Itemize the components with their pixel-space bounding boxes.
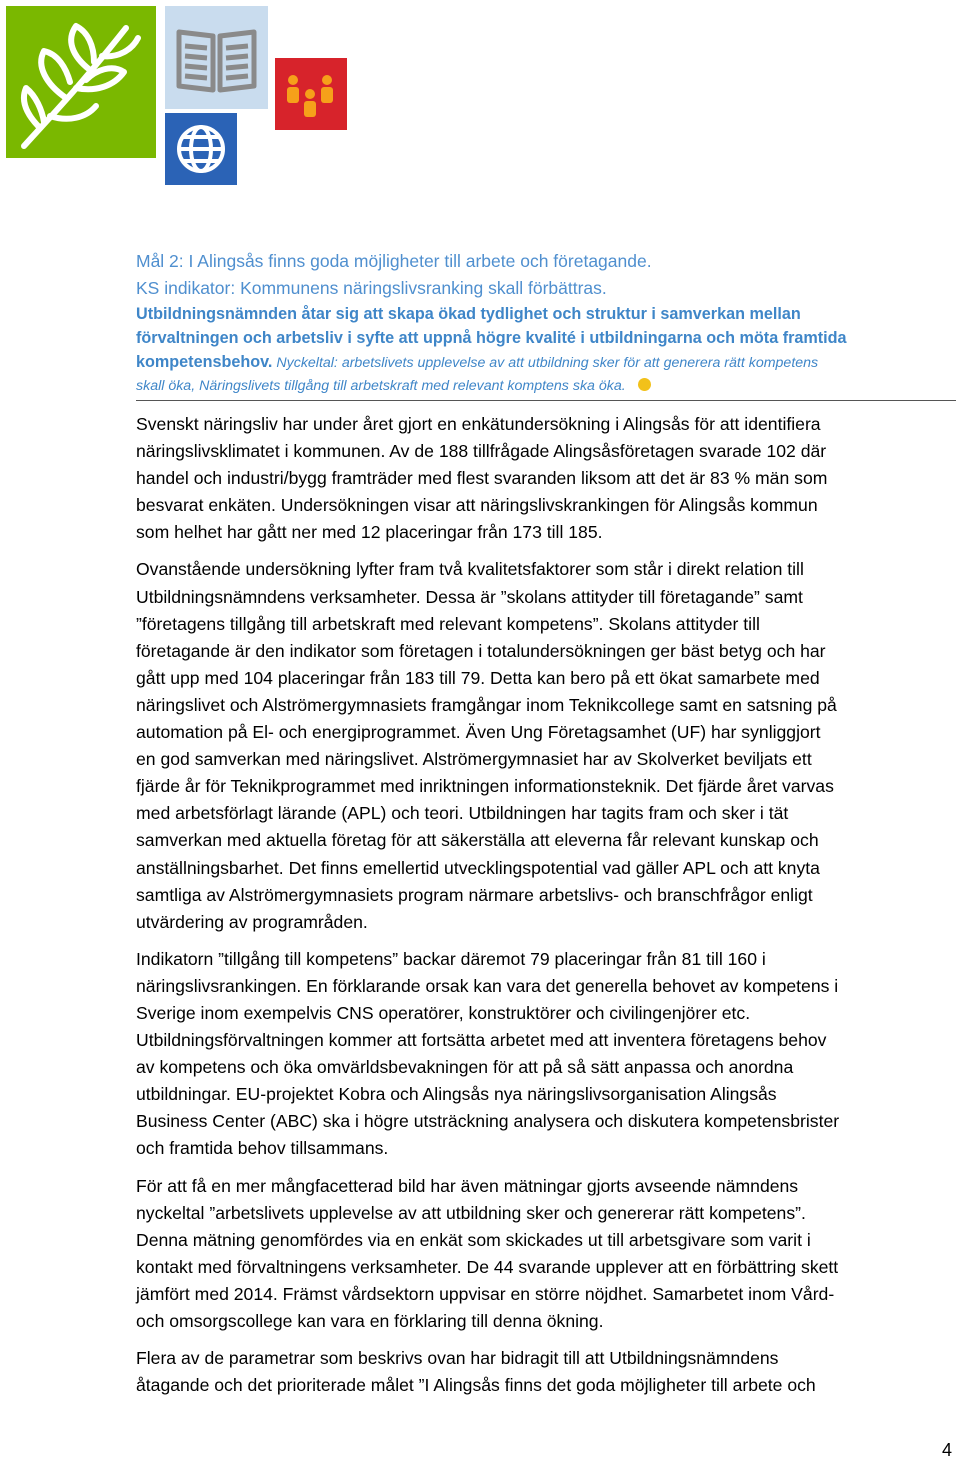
paragraph-line: utvärdering av programråden.	[136, 911, 368, 932]
paragraph-line: näringslivsrankingen. En förklarande orsak kan vara det generella behovet av kompetens i	[136, 975, 839, 996]
paragraph	[136, 1345, 958, 1399]
paragraph-line: Ovanstående undersökning lyfter fram två kvalitetsfaktorer som står i direkt relation till	[136, 559, 804, 580]
commitment-line	[136, 350, 956, 375]
commitment-block	[136, 302, 956, 397]
ks-indicator: KS indikator: Kommunens näringslivsranking skall förbättras.	[136, 278, 607, 298]
globe-icon	[165, 113, 237, 185]
paragraph-line: som helhet har gått ner med 12 placeringar från 173 till 185.	[136, 522, 603, 543]
paragraph	[136, 946, 958, 1163]
kpi-line	[136, 375, 956, 397]
paragraph-line: Indikatorn ”tillgång till kompetens” backar däremot 79 placeringar från 81 till 160 i	[136, 948, 766, 969]
paragraph-line: företagande är den indikator som företagen i totalundersökningen ger bäst betyg och har	[136, 640, 826, 661]
paragraph-line: Denna mätning genomfördes via en enkät som skickades ut till arbetsgivare som varit i	[136, 1229, 811, 1250]
paragraph-line: utbildningar. EU-projektet Kobra och Alingsås nya näringslivsorganisation Alingsås	[136, 1084, 777, 1105]
paragraph	[136, 556, 958, 935]
paragraph-line: besvarat enkäten. Undersökningen visar att näringslivskrankingen för Alingsås kommun	[136, 495, 818, 516]
paragraph-line: åtagande och det prioriterade målet ”I Alingsås finns det goda möjligheter till arbete och	[136, 1375, 816, 1396]
status-indicator-dot	[638, 378, 651, 391]
paragraph-line: anställningsbarhet. Det finns emellertid utvecklingspotential vad gäller APL och att knyta	[136, 857, 820, 878]
open-book-icon	[165, 6, 268, 109]
paragraph-line: jämfört med 2014. Främst vårdsektorn uppvisar en större nöjdhet. Samarbetet inom Vård-	[136, 1283, 835, 1304]
page-number: 4	[941, 1440, 952, 1460]
paragraph-line: handel och industri/bygg framträder med flest svaranden liksom att det är 83 % män som	[136, 468, 828, 489]
header-logos	[0, 0, 360, 190]
paragraph-line: Utbildningsförvaltningen kommer att fortsätta arbetet med att inventera företagens behov	[136, 1030, 827, 1051]
kpi-text-end: skall öka, Näringslivets tillgång till arbetskraft med relevant komptens ska öka.	[136, 378, 626, 394]
paragraph-line: samtliga av Alströmergymnasiets program närmare arbetslivs- och branschfrågor enligt	[136, 884, 813, 905]
paragraph-line: och framtida behov tillsammans.	[136, 1138, 389, 1159]
section-divider	[136, 400, 956, 401]
paragraph-line: näringslivet och Alströmergymnasiets framgångar inom Teknikcollege samt en satsning på	[136, 694, 837, 715]
paragraph-line: näringslivsklimatet i kommunen. Av de 188 tillfrågade Alingsåsföretagen svarade 102 där	[136, 441, 827, 462]
people-group-icon	[275, 58, 347, 130]
paragraph-line: Flera av de parametrar som beskrivs ovan har bidragit till att Utbildningsnämndens	[136, 1348, 779, 1369]
paragraph	[136, 1173, 958, 1336]
paragraph-line: Business Center (ABC) ska i högre utsträckning analysera och diskutera kompetensbrister	[136, 1111, 840, 1132]
paragraph	[136, 411, 958, 546]
paragraph-line: För att få en mer mångfacetterad bild har även mätningar gjorts avseende nämndens	[136, 1175, 799, 1196]
commitment-bold-end: kompetensbehov.	[136, 353, 273, 371]
paragraph-line: med arbetsförlagt lärande (APL) och teori. Utbildningen har tagits fram och sker i tät	[136, 803, 789, 824]
kpi-text: Nyckeltal: arbetslivets upplevelse av att utbildning sker för att generera rätt kompetens	[272, 355, 819, 371]
commitment-line: Utbildningsnämnden åtar sig att skapa ökad tydlighet och struktur i samverkan mellan	[136, 305, 801, 323]
oak-leaf-icon	[6, 6, 156, 158]
paragraph-line: gått upp med 104 placeringar från 183 till 79. Detta kan bero på ett ökat samarbete med	[136, 667, 820, 688]
paragraph-line: Utbildningsnämndens verksamheter. Dessa är ”skolans attityder till företagande” samt	[136, 586, 803, 607]
paragraph-line: fjärde år för Teknikprogrammet med inriktningen informationsteknik. Det fjärde året varvas	[136, 776, 834, 797]
commitment-line: förvaltningen och arbetsliv i syfte att uppnå högre kvalité i utbildningarna och möta framtida	[136, 329, 847, 347]
goal-title: Mål 2: I Alingsås finns goda möjligheter till arbete och företagande.	[136, 251, 652, 271]
paragraph-line: en god samverkan med näringslivet. Alströmergymnasiet har av Skolverket beviljats ett	[136, 749, 812, 770]
paragraph-line: samverkan med aktuella företag för att säkerställa att eleverna får relevant kunskap och	[136, 830, 819, 851]
paragraph-line: Sverige inom exempelvis CNS operatörer, konstruktörer och civilingenjörer etc.	[136, 1002, 751, 1023]
body-text	[136, 411, 958, 1409]
paragraph-line: ”företagens tillgång till arbetskraft med relevant kompetens”. Skolans attityder till	[136, 613, 760, 634]
paragraph-line: och omsorgscollege kan vara en förklaring till denna ökning.	[136, 1311, 604, 1331]
paragraph-line: nyckeltal ”arbetslivets upplevelse av att utbildning sker och genererar rätt kompetens”.	[136, 1202, 806, 1223]
paragraph-line: automation på El- och energiprogrammet. Även Ung Företagsamhet (UF) har synliggjort	[136, 722, 821, 743]
paragraph-line: kontakt med förvaltningens verksamheter. De 44 svarande upplever att en förbättring skett	[136, 1256, 839, 1277]
paragraph-line: av kompetens och öka omvärldsbevakningen för att på så sätt anpassa och anordna	[136, 1057, 794, 1078]
paragraph-line: Svenskt näringsliv har under året gjort en enkätundersökning i Alingsås för att identifiera	[136, 414, 821, 434]
goal-heading	[136, 248, 956, 302]
